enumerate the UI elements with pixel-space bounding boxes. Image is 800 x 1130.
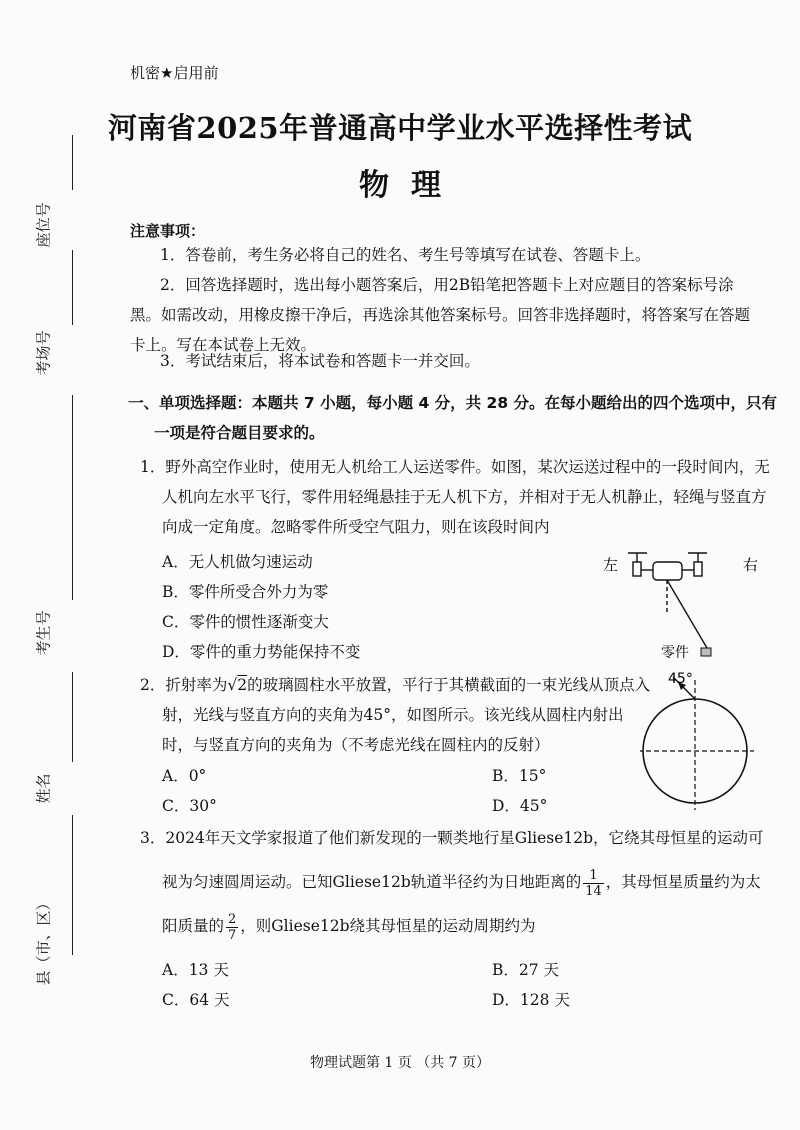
q3-option-c: C．64 天 xyxy=(162,991,230,1009)
notice-item-2: 2．回答选择题时，选出每小题答案后，用2B铅笔把答题卡上对应题目的答案标号涂黑。如需改动，用橡皮擦干净后，再选涂其他答案标号。回答非选择题时，将答案写在答题卡上。写在本试卷上无效。 xyxy=(130,276,751,354)
notice-heading: 注意事项： xyxy=(130,222,206,240)
county-label: 县（市、区） xyxy=(34,895,53,986)
q3-option-d: D．128 天 xyxy=(492,991,570,1009)
frac2-num: 2 xyxy=(228,911,237,927)
exam-title: 河南省2025年普通高中学业水平选择性考试 xyxy=(107,111,693,145)
student-id-line xyxy=(72,672,73,762)
q3-stem-c: ，则Gliese12b绕其母恒星的运动周期约为 xyxy=(240,917,536,935)
q3-stem-a: 3．2024年天文学家报道了他们新发现的一颗类地行星Gliese12b，它绕其母恒星的运动可视为匀速圆周运动。已知Gliese12b轨道半径约为日地距离的 xyxy=(140,829,764,891)
student-id-label: 考生号 xyxy=(34,610,53,656)
frac1-den: 14 xyxy=(585,883,602,899)
fraction-2 xyxy=(226,912,238,943)
drone-icon xyxy=(628,553,707,648)
sqrt-value: 2 xyxy=(237,676,248,694)
name-label: 姓名 xyxy=(34,773,53,804)
q2-stem-pre: 2．折射率为 xyxy=(140,676,228,694)
fraction-1 xyxy=(583,868,604,899)
seat-label: 座位号 xyxy=(34,202,53,248)
student-id-line-top xyxy=(72,395,73,600)
notice-item-3: 3．考试结束后，将本试卷和答题卡一并交回。 xyxy=(160,352,480,370)
q2-option-a: A．0° xyxy=(162,767,207,785)
name-line xyxy=(72,815,73,955)
part-icon xyxy=(701,648,711,656)
q2-option-d: D．45° xyxy=(492,797,548,815)
cylinder-figure xyxy=(640,665,760,815)
question-2-stem xyxy=(140,670,652,760)
q2-option-c: C．30° xyxy=(162,797,217,815)
frac2-den: 7 xyxy=(228,927,237,943)
q3-option-a: A．13 天 xyxy=(162,961,229,979)
section-heading: 一、单项选择题：本题共 7 小题，每小题 4 分，共 28 分。在每小题给出的四个选项中，只有一项是符合题目要求的。 xyxy=(128,394,778,442)
q1-option-b: B．零件所受合外力为零 xyxy=(162,583,329,601)
fig-right-label: 右 xyxy=(743,556,759,574)
drone-figure xyxy=(595,540,775,670)
page-footer: 物理试题第 1 页 （共 7 页） xyxy=(309,1055,491,1071)
notice-item-1: 1．答卷前，考生务必将自己的姓名、考生号等填写在试卷、答题卡上。 xyxy=(160,246,651,264)
frac1-num: 1 xyxy=(583,868,604,884)
fig-left-label: 左 xyxy=(603,556,619,574)
sqrt-symbol: √2 xyxy=(227,676,248,694)
q2-option-b: B．15° xyxy=(492,767,547,785)
q1-option-c: C．零件的惯性逐渐变大 xyxy=(162,613,329,631)
q1-option-d: D．零件的重力势能保持不变 xyxy=(162,643,361,661)
question-1-stem: 1．野外高空作业时，使用无人机给工人运送零件。如图，某次运送过程中的一段时间内，无人机向左水平飞行，零件用轻绳悬挂于无人机下方，并相对于无人机静止，轻绳与竖直方向成一定角度。忽略零件所受空气阻力，则在该段时间内 xyxy=(140,458,770,536)
angle-label: 45° xyxy=(668,671,693,687)
q3-stem-b: ，其母恒星质量约为太阳质量的 xyxy=(162,873,761,935)
question-3-stem xyxy=(140,816,772,948)
room-line xyxy=(72,250,73,325)
subject-title: 物理 xyxy=(359,168,463,203)
confidential-mark: 机密★启用前 xyxy=(130,64,219,82)
fig-part-label: 零件 xyxy=(661,645,689,661)
room-label: 考场号 xyxy=(34,330,53,376)
q2-stem-post: 的玻璃圆柱水平放置，平行于其横截面的一束光线从顶点入射，光线与竖直方向的夹角为45°，如图所示。该光线从圆柱内射出时，与竖直方向的夹角为（不考虑光线在圆柱内的反射） xyxy=(162,676,651,754)
q1-option-a: A．无人机做匀速运动 xyxy=(162,553,313,571)
q3-option-b: B．27 天 xyxy=(492,961,560,979)
